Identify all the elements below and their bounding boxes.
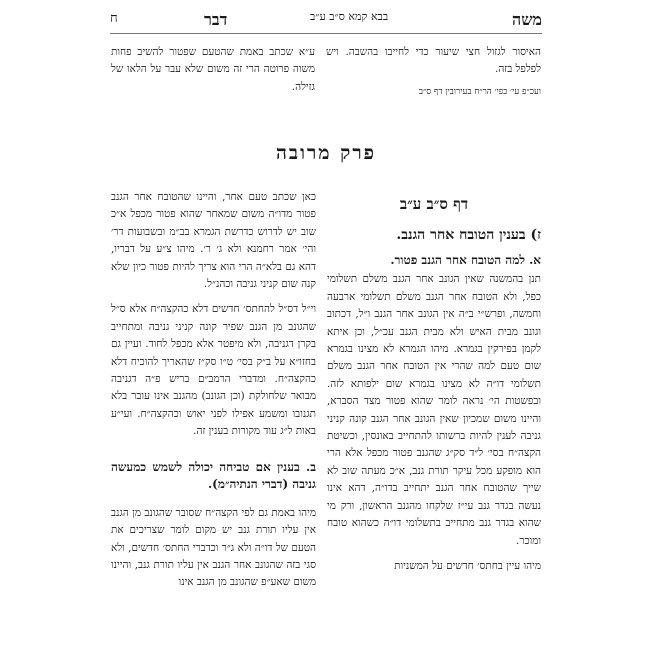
body-paragraph: מיהו עיין בחתס׳ חדשים על המשניות: [394, 559, 541, 572]
main-left-column: [111, 189, 316, 592]
daf-title: דף ס״ב ע״ב: [399, 195, 469, 213]
intro-right-note: ועכ״פ עי׳ כפי׳ הר״ח בעירובין דף ס״ב: [418, 86, 541, 97]
body-paragraph: כאן שכתב טעם אחר, והיינו שהטובח אחר הגנב פטור מדו״ה משום שמאחר שהוא פטור מכפל א״כ שוב יש לדרוש כדרשת הגמרא בב״מ ובשבועות דר׳ והי׳ אמר רחמנא ולא ג׳ ר׳. מיהו צ״ע על דבריו, דהא גם בלא״ה הרי הוא צריך להיות פטור כיון שלא קנה שום קניני גניבה וכהנ״ל.: [111, 191, 316, 291]
page-header: [110, 10, 542, 30]
intro-left-column: [111, 44, 315, 96]
intro-left-text: ע״א שכתב באמת שהטעם שפטור להשיב פחות משוה פרוטה הרי זה משום שלא עבר על הלאו של גזילה.: [111, 46, 315, 93]
page-number: ח: [110, 11, 118, 26]
header-rule: [110, 33, 542, 34]
chapter-title: פרק מרובה: [276, 142, 376, 164]
subsection-title-b: ב. בענין אם טביחה יכולה לשמש כמעשה גניבה (דברי הנתיה״מ).: [111, 459, 316, 491]
main-right-column: [327, 196, 541, 575]
header-reference: בבא קמא ס״ב ע״ב: [310, 10, 389, 23]
intro-right-column: [326, 44, 541, 99]
section-title: ז) בענין הטובח אחר הגנב.: [396, 227, 541, 244]
header-title-right: דבר: [204, 10, 228, 29]
body-paragraph: מיהו באמת גם לפי הקצה״ח שסובר שהגונב מן הגנב אין עליו תורת גנב יש מקום לומר שצריכים את הטעם של דו״ה ולא ג״ר וכדברי החתס׳ חדשים, ולא סגי בזה שהגונב אחר הגנב אין עליו תורת גנב, והיינו משום שאע״פ שהגונב מן הגנב אינו: [111, 506, 316, 589]
body-paragraph: תנן בהמשנה שאין הגונב אחר הגנב משלם תשלומי כפל, ולא הטובח אחר הגנב משלם תשלומי ארבעה וחמשה, ופרש״י ב״ה אין הגונב אחר הגנב ו״ל, דכתוב וגונב מבית האיש ולא מבית הגנב עכ״ל, וכן איתא לקמן בפירקין בגמרא. מיהו הגמרא לא מצינו בגמרא שום טעם למה שהרי אין הטובח אחר הגנב משלם תשלומי דו״ה לא מצינו בגמרא שום ילפותא לזה. ובפשטות הי׳ נראה לומר שהוא פטור מצד הסברא, והיינו משום שמכיון שאין הגונב אחר הגנב קונה קניני גניבה לענין להיות ברשותו להתחייב באונסין, וכשיטת הקצה״ח בסי׳ ל״ד סק״ג שהגנב פטור מכפל אלא הרי הוא מופקע מכל עיקר תורת גנב, א״כ מעתה שוב לא שייך שהטובח אחר הגנב יתחייב בדו״ה, דהא אינו נעשה בגדר גנב עי״ז שלקחו מהגנב הראשון, ורק מי שהוא בגדר גנב מתחייב בתשלומי דו״ה כשהוא טובח ומוכר.: [327, 273, 541, 547]
body-paragraph: וי״ל דס״ל להחתס׳ חדשים דלא כהקצה״ח אלא ס״ל שהגונב מן הגנב שפיר קונה קניני גניבה ומתחייב בקרן דגניבה, ולא מיפטר אלא מכפל לחוד. ועיין גם בחזו״א על ב״ק בסי׳ ט״ו סק״ז שהאריך להוכיח דלא כהקצה״ח. ומדברי הרמב״ם בריש פ״ה דגניבה מבואר שלחולקת (וכן הגונב) מהגנב אינו עובר בלא תגנובו ומשמע אפילו לפני יאוש וכהקצה״ח. ועי״ע באות ל״ג עוד מקורות בענין זה.: [111, 303, 316, 438]
header-title-left: משה: [511, 10, 542, 29]
subsection-title: א. למה הטובח אחר הגנב פטור.: [390, 253, 541, 268]
intro-right-text: האיסור לגזול חצי שיעור כדי לחייבו בהשבה. ויש לפלפל בזה.: [326, 46, 541, 76]
